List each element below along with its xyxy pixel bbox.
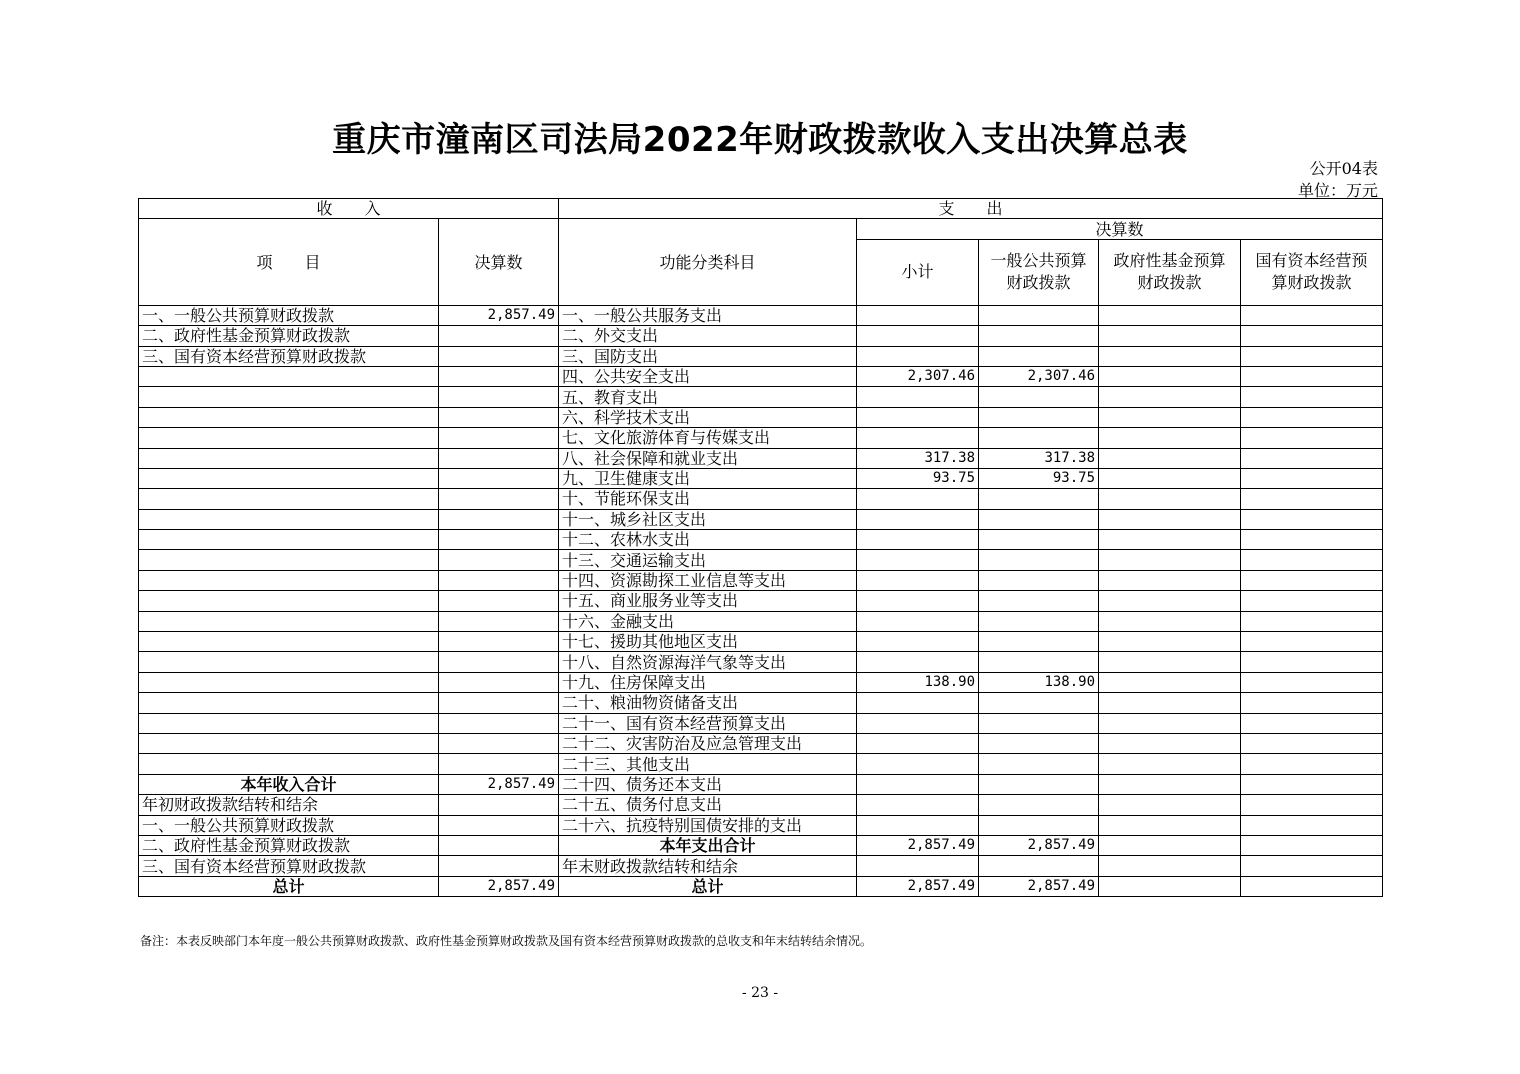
income-item-cell (139, 550, 439, 570)
income-amount-cell (439, 652, 559, 672)
income-item-cell (139, 632, 439, 652)
general-budget-cell (979, 346, 1099, 366)
table-row (139, 366, 1383, 386)
income-amount-cell (439, 448, 559, 468)
income-amount-cell (439, 326, 559, 346)
income-amount-cell (439, 346, 559, 366)
expense-item-cell: 五、教育支出 (559, 387, 857, 407)
expense-item-cell: 十六、金融支出 (559, 611, 857, 631)
expense-item-cell: 二十一、国有资本经营预算支出 (559, 713, 857, 733)
expense-header: 支 出 (559, 199, 1383, 219)
income-item-cell: 三、国有资本经营预算财政拨款 (139, 346, 439, 366)
table-row (139, 489, 1383, 509)
gov-fund-cell (1099, 326, 1241, 346)
state-capital-cell (1241, 428, 1383, 448)
subtotal-cell (857, 652, 979, 672)
unit-label: 单位：万元 (1297, 181, 1378, 200)
expense-item-cell: 九、卫生健康支出 (559, 468, 857, 488)
table-row (139, 570, 1383, 590)
subtotal-cell (857, 632, 979, 652)
table-row (139, 754, 1383, 774)
state-capital-cell (1241, 693, 1383, 713)
state-capital-cell (1241, 856, 1383, 876)
expense-item-cell: 二十二、灾害防治及应急管理支出 (559, 733, 857, 753)
general-budget-cell: 317.38 (979, 448, 1099, 468)
state-capital-cell (1241, 876, 1383, 896)
expense-item-cell: 十九、住房保障支出 (559, 672, 857, 692)
income-item-cell: 二、政府性基金预算财政拨款 (139, 326, 439, 346)
table-row (139, 346, 1383, 366)
table-row (139, 693, 1383, 713)
footnote: 备注：本表反映部门本年度一般公共预算财政拨款、政府性基金预算财政拨款及国有资本经营预算财政拨款的总收支和年末结转结余情况。 (140, 934, 873, 948)
page-title: 重庆市潼南区司法局2022年财政拨款收入支出决算总表 (332, 120, 1188, 160)
subtotal-cell: 2,307.46 (857, 366, 979, 386)
expense-item-cell: 七、文化旅游体育与传媒支出 (559, 428, 857, 448)
expense-item-cell: 一、一般公共服务支出 (559, 305, 857, 325)
table-row (139, 509, 1383, 529)
state-capital-cell (1241, 346, 1383, 366)
state-capital-cell (1241, 570, 1383, 590)
subtotal-cell: 138.90 (857, 672, 979, 692)
subtotal-cell (857, 795, 979, 815)
gov-fund-cell (1099, 509, 1241, 529)
income-amount-cell (439, 733, 559, 753)
general-budget-cell (979, 530, 1099, 550)
income-item-cell (139, 591, 439, 611)
state-capital-cell (1241, 713, 1383, 733)
expense-item-cell: 十、节能环保支出 (559, 489, 857, 509)
state-capital-cell (1241, 530, 1383, 550)
general-budget-cell (979, 611, 1099, 631)
table-row (139, 672, 1383, 692)
expense-item-cell: 十八、自然资源海洋气象等支出 (559, 652, 857, 672)
gov-fund-cell (1099, 407, 1241, 427)
state-capital-cell (1241, 366, 1383, 386)
income-amount-cell (439, 570, 559, 590)
general-budget-cell (979, 387, 1099, 407)
income-amount-cell (439, 754, 559, 774)
gov-fund-cell (1099, 530, 1241, 550)
income-item-cell (139, 407, 439, 427)
table-row (139, 448, 1383, 468)
general-budget-cell (979, 733, 1099, 753)
gov-fund-cell (1099, 795, 1241, 815)
state-capital-cell (1241, 652, 1383, 672)
gov-fund-cell (1099, 856, 1241, 876)
state-capital-cell (1241, 591, 1383, 611)
income-item-cell: 本年收入合计 (139, 774, 439, 794)
subtotal-cell (857, 326, 979, 346)
subtotal-cell (857, 693, 979, 713)
table-row (139, 733, 1383, 753)
gov-fund-cell (1099, 733, 1241, 753)
income-item-cell (139, 733, 439, 753)
income-item-cell (139, 509, 439, 529)
income-amount-cell (439, 672, 559, 692)
income-item-cell: 总计 (139, 876, 439, 896)
state-capital-cell (1241, 795, 1383, 815)
table-row (139, 795, 1383, 815)
income-item-cell (139, 693, 439, 713)
general-budget-cell (979, 774, 1099, 794)
gov-fund-cell (1099, 468, 1241, 488)
state-capital-cell (1241, 754, 1383, 774)
general-budget-cell (979, 693, 1099, 713)
table-row (139, 876, 1383, 896)
header-row-1 (139, 199, 1383, 219)
income-item-cell (139, 652, 439, 672)
item-header: 项 目 (139, 219, 439, 305)
general-budget-cell (979, 815, 1099, 835)
subtotal-cell (857, 754, 979, 774)
income-amount-cell (439, 550, 559, 570)
expense-item-cell: 八、社会保障和就业支出 (559, 448, 857, 468)
income-item-cell (139, 672, 439, 692)
gov-fund-cell (1099, 346, 1241, 366)
table-row (139, 428, 1383, 448)
expense-item-cell: 年末财政拨款结转和结余 (559, 856, 857, 876)
state-capital-cell (1241, 407, 1383, 427)
table-code: 公开04表 (1309, 159, 1378, 178)
subtotal-cell: 93.75 (857, 468, 979, 488)
subtotal-cell (857, 305, 979, 325)
gov-fund-cell (1099, 713, 1241, 733)
general-budget-cell: 138.90 (979, 672, 1099, 692)
table-row (139, 550, 1383, 570)
gov-fund-cell (1099, 591, 1241, 611)
expense-item-cell: 十一、城乡社区支出 (559, 509, 857, 529)
income-item-cell: 一、一般公共预算财政拨款 (139, 305, 439, 325)
gov-fund-cell (1099, 835, 1241, 855)
table-row (139, 856, 1383, 876)
expense-item-cell: 二十五、债务付息支出 (559, 795, 857, 815)
table-row (139, 611, 1383, 631)
expense-item-cell: 十五、商业服务业等支出 (559, 591, 857, 611)
gov-fund-cell (1099, 489, 1241, 509)
gov-fund-cell (1099, 428, 1241, 448)
budget-table (138, 198, 1383, 897)
header-row-2 (139, 219, 1383, 239)
income-item-cell: 年初财政拨款结转和结余 (139, 795, 439, 815)
table-row (139, 774, 1383, 794)
income-item-cell: 一、一般公共预算财政拨款 (139, 815, 439, 835)
subtotal-cell (857, 428, 979, 448)
table-row (139, 387, 1383, 407)
state-capital-cell (1241, 672, 1383, 692)
income-item-cell (139, 530, 439, 550)
subtotal-cell (857, 550, 979, 570)
gov-fund-cell (1099, 387, 1241, 407)
income-item-cell (139, 754, 439, 774)
general-budget-cell (979, 591, 1099, 611)
income-item-cell (139, 611, 439, 631)
gov-fund-cell (1099, 672, 1241, 692)
subtotal-cell (857, 733, 979, 753)
subtotal-cell (857, 774, 979, 794)
subtotal-cell (857, 611, 979, 631)
gov-fund-cell (1099, 632, 1241, 652)
gov-fund-cell (1099, 774, 1241, 794)
table-row (139, 632, 1383, 652)
expense-item-cell: 二十四、债务还本支出 (559, 774, 857, 794)
income-amount-cell (439, 713, 559, 733)
general-budget-cell: 2,857.49 (979, 835, 1099, 855)
state-capital-cell (1241, 774, 1383, 794)
state-capital-cell (1241, 448, 1383, 468)
general-budget-cell (979, 652, 1099, 672)
general-budget-cell: 93.75 (979, 468, 1099, 488)
expense-item-cell: 二十三、其他支出 (559, 754, 857, 774)
income-item-cell: 二、政府性基金预算财政拨款 (139, 835, 439, 855)
subtotal-cell (857, 509, 979, 529)
subtotal-cell: 2,857.49 (857, 876, 979, 896)
expense-item-cell: 十七、援助其他地区支出 (559, 632, 857, 652)
page-number: - 23 - (741, 985, 779, 1001)
general-budget-cell (979, 489, 1099, 509)
general-budget-cell (979, 326, 1099, 346)
budget-group-header: 决算数 (857, 219, 1383, 239)
general-budget-cell (979, 856, 1099, 876)
state-capital-cell (1241, 835, 1383, 855)
gov-fund-cell (1099, 570, 1241, 590)
table-row (139, 815, 1383, 835)
income-amount-cell: 2,857.49 (439, 876, 559, 896)
gov-fund-cell (1099, 652, 1241, 672)
table-row (139, 305, 1383, 325)
expense-item-cell: 十四、资源勘探工业信息等支出 (559, 570, 857, 590)
income-amount-cell (439, 509, 559, 529)
income-amount-cell (439, 428, 559, 448)
amount-header: 决算数 (439, 219, 559, 305)
income-amount-cell (439, 530, 559, 550)
expense-item-cell: 二十、粮油物资储备支出 (559, 693, 857, 713)
income-amount-cell (439, 366, 559, 386)
state-capital-cell (1241, 550, 1383, 570)
general-budget-cell (979, 305, 1099, 325)
table-row (139, 468, 1383, 488)
income-item-cell: 三、国有资本经营预算财政拨款 (139, 856, 439, 876)
income-item-cell (139, 366, 439, 386)
expense-item-cell: 二、外交支出 (559, 326, 857, 346)
expense-item-cell: 三、国防支出 (559, 346, 857, 366)
state-capital-cell (1241, 489, 1383, 509)
table-row (139, 530, 1383, 550)
income-amount-cell (439, 611, 559, 631)
subtotal-cell (857, 346, 979, 366)
income-amount-cell (439, 632, 559, 652)
gov-fund-cell (1099, 305, 1241, 325)
income-item-cell (139, 713, 439, 733)
subtotal-cell (857, 407, 979, 427)
state-capital-cell (1241, 632, 1383, 652)
subtotal-cell: 2,857.49 (857, 835, 979, 855)
income-amount-cell (439, 693, 559, 713)
general-budget-cell (979, 632, 1099, 652)
subtotal-cell (857, 570, 979, 590)
gov-fund-cell (1099, 448, 1241, 468)
table-row (139, 713, 1383, 733)
gov-fund-cell (1099, 876, 1241, 896)
state-capital-cell (1241, 509, 1383, 529)
subtotal-cell (857, 713, 979, 733)
general-budget-cell (979, 550, 1099, 570)
gov-fund-cell (1099, 815, 1241, 835)
subtotal-cell: 317.38 (857, 448, 979, 468)
table-row (139, 591, 1383, 611)
state-capital-cell (1241, 611, 1383, 631)
expense-item-cell: 十三、交通运输支出 (559, 550, 857, 570)
gov-fund-cell (1099, 754, 1241, 774)
general-budget-cell: 2,857.49 (979, 876, 1099, 896)
expense-item-cell: 二十六、抗疫特别国债安排的支出 (559, 815, 857, 835)
general-budget-cell (979, 428, 1099, 448)
income-header: 收 入 (139, 199, 559, 219)
income-amount-cell (439, 407, 559, 427)
gov-fund-header: 政府性基金预算 财政拨款 (1099, 239, 1241, 305)
gov-fund-cell (1099, 693, 1241, 713)
state-capital-cell (1241, 468, 1383, 488)
income-amount-cell (439, 856, 559, 876)
expense-item-cell: 本年支出合计 (559, 835, 857, 855)
income-amount-cell (439, 468, 559, 488)
income-item-cell (139, 448, 439, 468)
general-budget-cell (979, 713, 1099, 733)
income-amount-cell: 2,857.49 (439, 774, 559, 794)
expense-item-cell: 十二、农林水支出 (559, 530, 857, 550)
income-amount-cell: 2,857.49 (439, 305, 559, 325)
income-item-cell (139, 387, 439, 407)
income-item-cell (139, 489, 439, 509)
gov-fund-cell (1099, 366, 1241, 386)
general-budget-cell (979, 407, 1099, 427)
func-header: 功能分类科目 (559, 219, 857, 305)
subtotal-cell (857, 489, 979, 509)
income-amount-cell (439, 387, 559, 407)
income-amount-cell (439, 835, 559, 855)
gov-fund-cell (1099, 550, 1241, 570)
state-capital-header: 国有资本经营预 算财政拨款 (1241, 239, 1383, 305)
table-row (139, 407, 1383, 427)
income-amount-cell (439, 489, 559, 509)
state-capital-cell (1241, 326, 1383, 346)
state-capital-cell (1241, 815, 1383, 835)
state-capital-cell (1241, 733, 1383, 753)
general-budget-cell (979, 754, 1099, 774)
subtotal-header: 小计 (857, 239, 979, 305)
table-row (139, 652, 1383, 672)
income-item-cell (139, 570, 439, 590)
subtotal-cell (857, 591, 979, 611)
general-budget-cell (979, 570, 1099, 590)
expense-item-cell: 四、公共安全支出 (559, 366, 857, 386)
general-budget-cell (979, 795, 1099, 815)
table-row (139, 835, 1383, 855)
state-capital-cell (1241, 387, 1383, 407)
general-budget-cell: 2,307.46 (979, 366, 1099, 386)
income-amount-cell (439, 795, 559, 815)
subtotal-cell (857, 856, 979, 876)
income-amount-cell (439, 815, 559, 835)
general-budget-header: 一般公共预算 财政拨款 (979, 239, 1099, 305)
income-amount-cell (439, 591, 559, 611)
gov-fund-cell (1099, 611, 1241, 631)
expense-item-cell: 总计 (559, 876, 857, 896)
state-capital-cell (1241, 305, 1383, 325)
general-budget-cell (979, 509, 1099, 529)
subtotal-cell (857, 815, 979, 835)
expense-item-cell: 六、科学技术支出 (559, 407, 857, 427)
subtotal-cell (857, 387, 979, 407)
table-row (139, 326, 1383, 346)
income-item-cell (139, 468, 439, 488)
income-item-cell (139, 428, 439, 448)
subtotal-cell (857, 530, 979, 550)
